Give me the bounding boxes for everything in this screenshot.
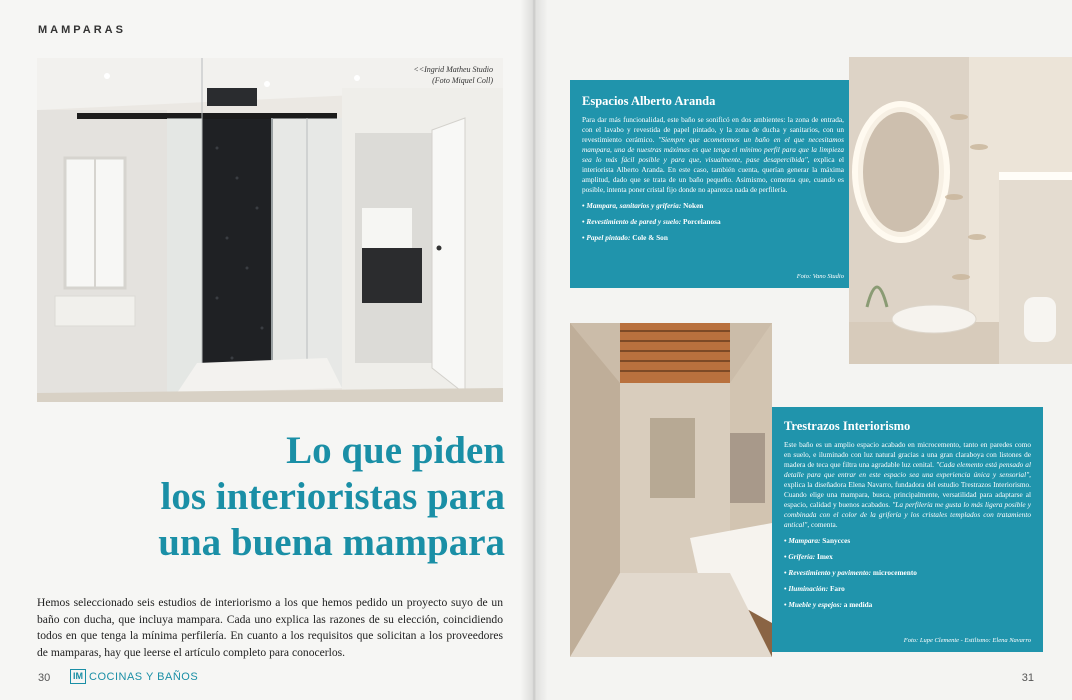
aranda-title: Espacios Alberto Aranda <box>582 94 716 108</box>
shower-illustration <box>37 58 503 402</box>
brand-logo-mark: IM <box>70 669 86 684</box>
trestrazos-title: Trestrazos Interiorismo <box>784 419 911 433</box>
mirror-washbasin-photo <box>849 57 1072 364</box>
page-gutter <box>520 0 548 700</box>
aranda-product-list <box>570 201 856 243</box>
brand-name: COCINAS Y BAÑOS <box>89 670 199 683</box>
left-page <box>0 0 533 700</box>
list-item: • Mampara: Sanycces <box>784 536 851 545</box>
list-item: • Revestimiento y pavimento: microcemento <box>784 568 917 577</box>
mirror-illustration <box>849 57 1072 364</box>
page-number-left: 30 <box>38 672 51 684</box>
list-item: • Iluminación: Faro <box>784 584 845 593</box>
shower-photo-credit: <<Ingrid Matheu Studio (Foto Miquel Coll) <box>413 65 493 85</box>
list-item: • Grifería: Imex <box>784 552 833 561</box>
section-label: MAMPARAS <box>38 24 126 36</box>
aranda-info-box <box>570 80 856 288</box>
corridor-bathroom-photo <box>570 323 772 657</box>
aranda-photo-credit: Foto: Vano Studio <box>796 273 844 280</box>
corridor-illustration <box>570 323 772 657</box>
page-number-right: 31 <box>1021 672 1034 684</box>
aranda-text: Para dar más funcionalidad, este baño se sonificó en dos ambientes: la zona de entrada, con el lavabo y revestida de papel pintado, y la zona de ducha y sanitarios, con un revestimiento cerámico. "Siempre que acometemos un baño en el que necesitamos mampara, una de nuestras máximas es que tenga el mínimo perfil para que la limpieza sea lo más fácil posible y para que, visualmente, pase desapercibida", explica el interiorista Alberto Aranda. En este caso, también cuenta, querían generar la máxima amplitud, dado que se trata de un baño pequeño. Asimismo, comenta que, cuando es posible, intenta poner cristal fijo donde no aparezca nada de perfilería. <box>582 115 844 194</box>
headline-line-2: los interioristas para <box>160 475 505 518</box>
list-item: • Mampara, sanitarios y grifería: Noken <box>582 201 704 210</box>
list-item: • Revestimiento de pared y suelo: Porcelanosa <box>582 217 721 226</box>
list-item: • Papel pintado: Cole & Son <box>582 233 668 242</box>
trestrazos-product-list <box>772 536 1043 610</box>
intro-paragraph: Hemos seleccionado seis estudios de interiorismo a los que hemos pedido un proyecto suyo de un baño con ducha, que incluya mampara. Cada uno explica las razones de su elección, coincidiendo todos en que tenga la mínima perfilería. En cuanto a los requisitos que solicitan a los proveedores de mamparas, hay que leerse el artículo completo para conocerlos. <box>37 596 503 659</box>
article-headline <box>60 428 505 566</box>
trestrazos-info-box <box>772 407 1043 652</box>
shower-photo <box>37 58 503 402</box>
trestrazos-text: Este baño es un amplio espacio acabado en microcemento, tanto en paredes como en suelo, e iluminado con luz natural gracias a una gran claraboya con listones de madera de teca que filtra una agradable luz cenital. "Cada elemento está pensado al detalle para que entrar en este espacio sea una experiencia única y sensorial", explica la diseñadora Elena Navarro, fundadora del estudio Trestrazos Interiorismo. Cuando elige una mampara, busca, principalmente, versatilidad para adaptarse al espacio, calidad y buenos acabados. "La perfilería me gusta lo más ligera posible y combinada con el color de la grifería y los cristales templados con tratamiento antical", comenta. <box>784 440 1031 529</box>
trestrazos-photo-credit: Foto: Lupe Clemente - Estilismo: Elena Navarro <box>903 637 1031 644</box>
list-item: • Mueble y espejos: a medida <box>784 600 873 609</box>
headline-line-3: una buena mampara <box>158 521 505 564</box>
magazine-brand <box>70 669 198 684</box>
headline-line-1: Lo que piden <box>286 429 505 472</box>
